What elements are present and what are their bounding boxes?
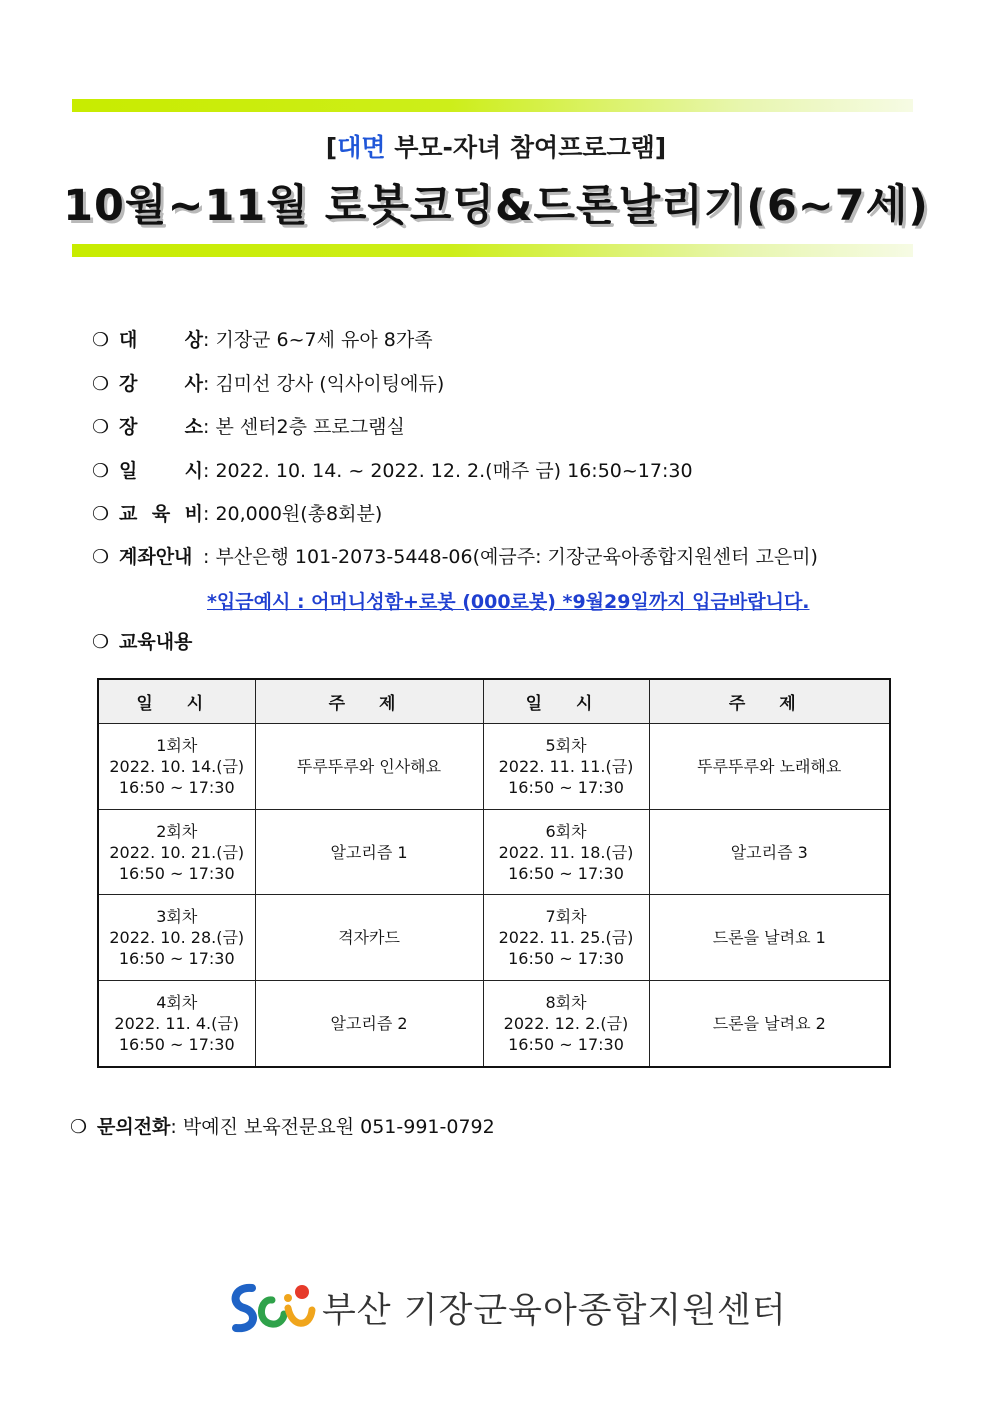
session-cell xyxy=(483,981,649,1067)
program-title: 10월~11월 로봇코딩&드론날리기(6~7세) xyxy=(63,181,929,231)
session-date: 2022. 11. 4.(금) xyxy=(114,1014,240,1034)
circle-bullet-icon: ❍ xyxy=(92,503,110,525)
center-name: 부산 기장군육아종합지원센터 xyxy=(322,1291,787,1331)
table-row xyxy=(98,981,890,1067)
info-value: : 부산은행 101-2073-5448-06(예금주: 기장군육아종합지원센터 고은미) xyxy=(203,546,818,568)
session-cell xyxy=(98,724,255,810)
info-place xyxy=(92,412,405,439)
topic-cell: 알고리즘 2 xyxy=(255,981,483,1067)
info-value: : 20,000원(총8회분) xyxy=(203,503,383,525)
top-green-bar xyxy=(72,99,913,112)
session-date: 2022. 10. 28.(금) xyxy=(109,928,245,948)
topic-cell: 알고리즘 1 xyxy=(255,809,483,895)
subtitle-bracket: [ xyxy=(325,133,338,162)
info-label: 일 시 xyxy=(119,460,203,482)
contact-value: : 박예진 보육전문요원 051-991-0792 xyxy=(170,1116,495,1138)
topic-cell: 드론을 날려요 1 xyxy=(649,895,890,981)
session-number: 8회차 xyxy=(545,993,587,1013)
circle-bullet-icon: ❍ xyxy=(92,631,110,653)
subtitle-highlight: 대면 xyxy=(337,133,386,162)
session-date: 2022. 10. 21.(금) xyxy=(109,842,245,862)
header-datetime: 일 시 xyxy=(483,679,649,724)
info-label: 장 소 xyxy=(119,416,203,438)
info-label: 계좌안내 xyxy=(119,546,193,568)
circle-bullet-icon: ❍ xyxy=(70,1116,88,1138)
info-value: : 기장군 6~7세 유아 8가족 xyxy=(203,329,433,351)
session-number: 1회차 xyxy=(156,735,198,755)
circle-bullet-icon: ❍ xyxy=(92,329,110,351)
session-cell xyxy=(483,809,649,895)
circle-bullet-icon: ❍ xyxy=(92,373,110,395)
info-label: 대 상 xyxy=(119,329,203,351)
session-number: 7회차 xyxy=(545,907,587,927)
table-row xyxy=(98,895,890,981)
info-content-heading xyxy=(92,627,192,654)
session-time: 16:50 ~ 17:30 xyxy=(508,777,624,797)
session-time: 16:50 ~ 17:30 xyxy=(118,1035,235,1055)
info-value: : 김미선 강사 (익사이팅에듀) xyxy=(203,373,445,395)
info-label: 교육내용 xyxy=(119,631,193,653)
topic-cell: 드론을 날려요 2 xyxy=(649,981,890,1067)
session-cell xyxy=(483,724,649,810)
session-number: 6회차 xyxy=(545,821,587,841)
center-logo-icon xyxy=(226,1278,318,1338)
session-cell xyxy=(98,809,255,895)
session-number: 4회차 xyxy=(156,993,198,1013)
session-time: 16:50 ~ 17:30 xyxy=(508,863,624,883)
circle-bullet-icon: ❍ xyxy=(92,416,110,438)
topic-cell: 뚜루뚜루와 인사해요 xyxy=(255,724,483,810)
session-number: 3회차 xyxy=(156,907,198,927)
session-cell xyxy=(98,895,255,981)
header-topic: 주 제 xyxy=(255,679,483,724)
info-label: 강 사 xyxy=(119,373,203,395)
info-fee xyxy=(92,499,382,526)
topic-cell: 격자카드 xyxy=(255,895,483,981)
info-target xyxy=(92,325,433,352)
subtitle-rest: 부모-자녀 참여프로그램] xyxy=(385,133,667,162)
payment-note: *입금예시 : 어머니성함+로봇 (000로봇) *9월29일까지 입금바랍니다. xyxy=(207,591,810,613)
session-cell xyxy=(483,895,649,981)
session-date: 2022. 11. 25.(금) xyxy=(498,928,634,948)
info-date xyxy=(92,456,693,483)
program-subtitle xyxy=(0,128,992,164)
session-time: 16:50 ~ 17:30 xyxy=(118,949,235,969)
schedule-table xyxy=(97,678,891,1068)
center-logo xyxy=(226,1278,787,1338)
table-row xyxy=(98,809,890,895)
session-date: 2022. 11. 18.(금) xyxy=(498,842,634,862)
info-account xyxy=(92,542,818,569)
circle-bullet-icon: ❍ xyxy=(92,460,110,482)
session-date: 2022. 10. 14.(금) xyxy=(109,756,245,776)
topic-cell: 알고리즘 3 xyxy=(649,809,890,895)
session-time: 16:50 ~ 17:30 xyxy=(118,863,235,883)
header-topic: 주 제 xyxy=(649,679,890,724)
session-date: 2022. 11. 11.(금) xyxy=(498,756,634,776)
info-value: : 본 센터2층 프로그램실 xyxy=(203,416,405,438)
bottom-green-bar xyxy=(72,244,913,257)
info-value: : 2022. 10. 14. ~ 2022. 12. 2.(매주 금) 16:50~17:30 xyxy=(203,460,693,482)
table-row xyxy=(98,724,890,810)
contact-label: 문의전화 xyxy=(97,1116,171,1138)
session-number: 2회차 xyxy=(156,821,198,841)
schedule-header-row xyxy=(98,679,890,724)
session-time: 16:50 ~ 17:30 xyxy=(508,949,624,969)
contact-info xyxy=(70,1112,495,1139)
info-label: 교 육 비 xyxy=(119,503,203,525)
session-date: 2022. 12. 2.(금) xyxy=(503,1014,629,1034)
header-datetime: 일 시 xyxy=(98,679,255,724)
circle-bullet-icon: ❍ xyxy=(92,546,110,568)
session-time: 16:50 ~ 17:30 xyxy=(118,777,235,797)
session-cell xyxy=(98,981,255,1067)
topic-cell: 뚜루뚜루와 노래해요 xyxy=(649,724,890,810)
session-number: 5회차 xyxy=(545,735,587,755)
session-time: 16:50 ~ 17:30 xyxy=(508,1035,624,1055)
info-instructor xyxy=(92,369,444,396)
